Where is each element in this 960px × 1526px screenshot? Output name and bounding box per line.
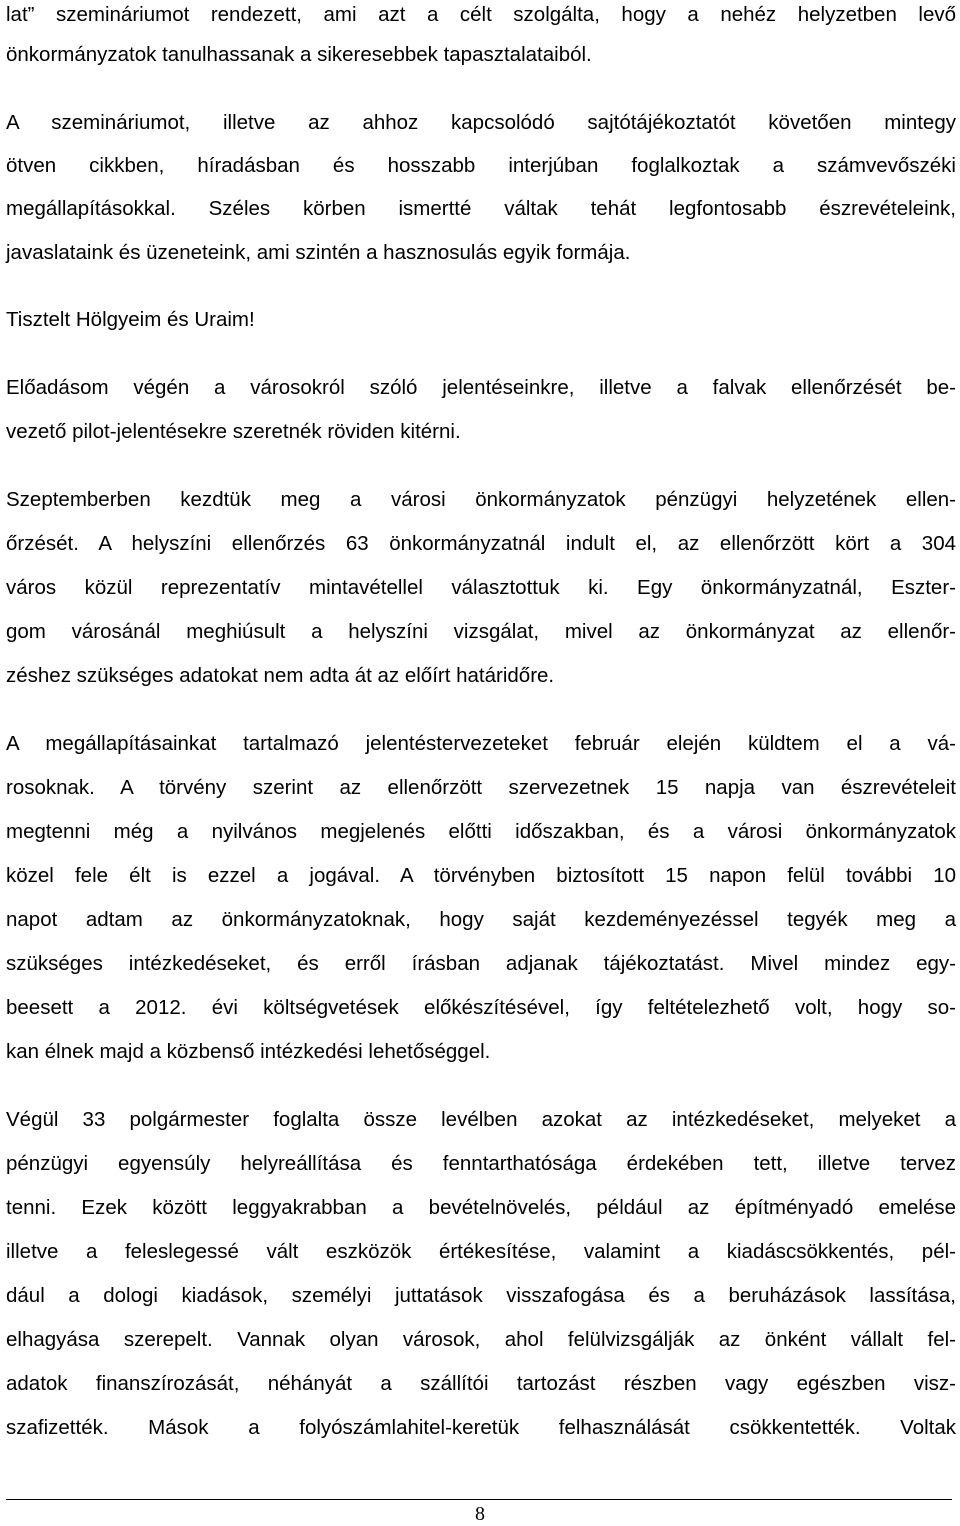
text-line: lat” szemináriumot rendezett, ami azt a célt szolgálta, hogy a nehéz helyzetben levő [6, 3, 956, 26]
text-line: tenni. Ezek között leggyakrabban a bevételnövelés, például az építményadó emelése [6, 1196, 956, 1219]
text-line: beesett a 2012. évi költségvetések előkészítésével, így feltételezhető volt, hogy so- [6, 996, 956, 1019]
text-line: adatok finanszírozását, néhányát a szállítói tartozást részben vagy egészben visz- [6, 1372, 956, 1395]
text-line: Előadásom végén a városokról szóló jelentéseinkre, illetve a falvak ellenőrzését be- [6, 376, 956, 399]
text-line: A szemináriumot, illetve az ahhoz kapcsolódó sajtótájékoztatót követően mintegy [6, 111, 956, 134]
text-line: szafizették. Mások a folyószámlahitel-keretük felhasználását csökkentették. Voltak [6, 1416, 956, 1439]
text-line: szükséges intézkedéseket, és erről írásban adjanak tájékoztatást. Mivel mindez egy- [6, 952, 956, 975]
text-line: vezető pilot-jelentésekre szeretnék röviden kitérni. [6, 420, 461, 443]
text-line: illetve a feleslegessé vált eszközök értékesítése, valamint a kiadáscsökkentés, pél- [6, 1240, 956, 1263]
text-line: pénzügyi egyensúly helyreállítása és fenntarthatósága érdekében tett, illetve tervez [6, 1152, 956, 1175]
text-line: őrzését. A helyszíni ellenőrzés 63 önkormányzatnál indult el, az ellenőrzött kört a 304 [6, 532, 956, 555]
text-line: napot adtam az önkormányzatoknak, hogy saját kezdeményezéssel tegyék meg a [6, 908, 956, 931]
text-line: gom városánál meghiúsult a helyszíni vizsgálat, mivel az önkormányzat az ellenőr- [6, 620, 956, 643]
text-line: város közül reprezentatív mintavétellel választottuk ki. Egy önkormányzatnál, Eszter- [6, 576, 956, 599]
text-line: megállapításokkal. Széles körben ismertté váltak tehát legfontosabb észrevételeink, [6, 197, 956, 220]
text-line: kan élnek majd a közbenső intézkedési lehetőséggel. [6, 1040, 491, 1063]
text-line: elhagyása szerepelt. Vannak olyan városok, ahol felülvizsgálják az önként vállalt fel- [6, 1328, 956, 1351]
text-line: megtenni még a nyilvános megjelenés előtti időszakban, és a városi önkormányzatok [6, 820, 956, 843]
footer-divider [6, 1499, 952, 1500]
text-line: zéshez szükséges adatokat nem adta át az előírt határidőre. [6, 664, 555, 687]
text-line: Szeptemberben kezdtük meg a városi önkormányzatok pénzügyi helyzetének ellen- [6, 488, 956, 511]
text-line: dául a dologi kiadások, személyi juttatások visszafogása és a beruházások lassítása, [6, 1284, 956, 1307]
text-line: A megállapításainkat tartalmazó jelentéstervezeteket február elején küldtem el a vá- [6, 732, 956, 755]
text-line: közel fele élt is ezzel a jogával. A törvényben biztosított 15 napon felül további 10 [6, 864, 956, 887]
text-line: javaslataink és üzeneteink, ami szintén a hasznosulás egyik formája. [6, 241, 631, 264]
text-line: Végül 33 polgármester foglalta össze levélben azokat az intézkedéseket, melyeket a [6, 1108, 956, 1131]
text-line: önkormányzatok tanulhassanak a sikeresebbek tapasztalataiból. [6, 43, 592, 66]
text-line: ötven cikkben, híradásban és hosszabb interjúban foglalkoztak a számvevőszéki [6, 154, 956, 177]
text-line: rosoknak. A törvény szerint az ellenőrzött szervezetnek 15 napja van észrevételeit [6, 776, 956, 799]
text-line: Tisztelt Hölgyeim és Uraim! [6, 308, 255, 331]
page-number: 8 [475, 1503, 485, 1525]
